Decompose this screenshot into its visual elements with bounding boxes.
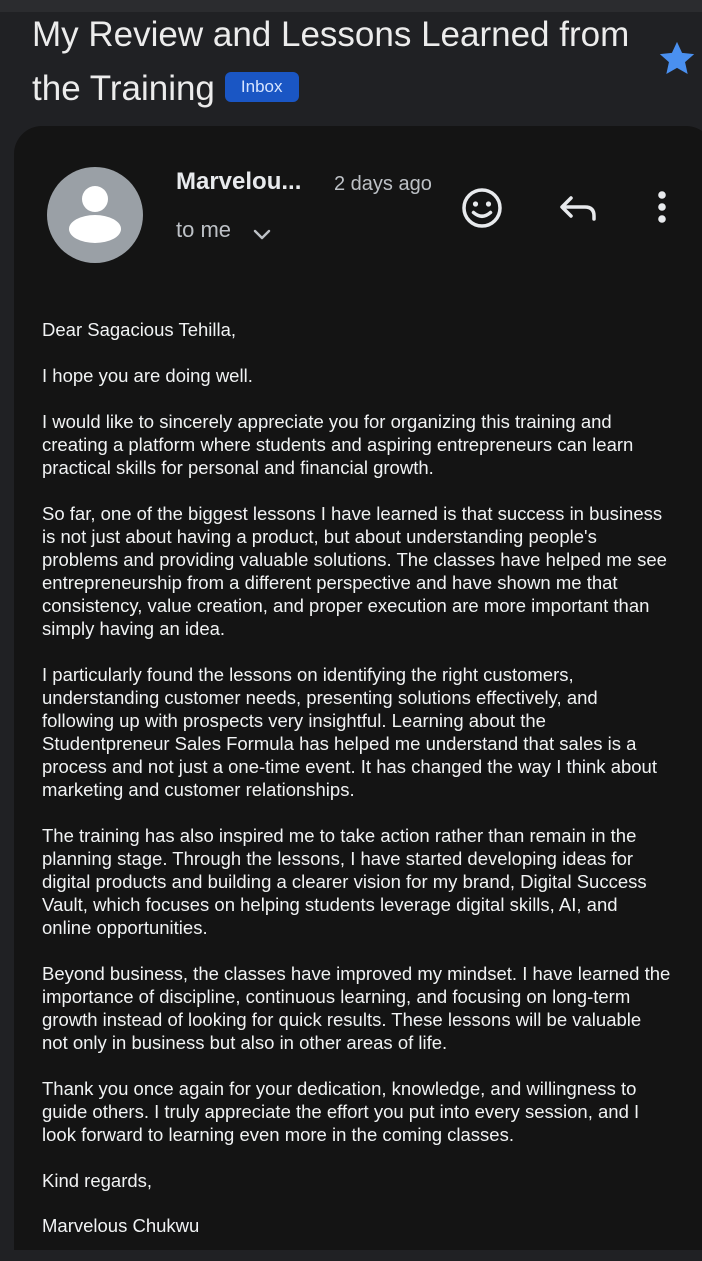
paragraph-4: I particularly found the lessons on identifying the right customers, understanding customer needs, presenting solutions effectively, and following up with prospects very insightful. Learning about the Studentpreneur Sales Formula has helped me understand that sales is a process and not just a one-time event. It has changed the way I think about marketing and customer relationships.	[42, 664, 657, 800]
paragraph-1: I hope you are doing well.	[42, 365, 253, 386]
star-icon[interactable]	[656, 38, 698, 80]
chevron-down-icon[interactable]	[250, 222, 274, 246]
reply-icon[interactable]	[555, 184, 603, 232]
paragraph-7: Thank you once again for your dedication, knowledge, and willingness to guide others. I truly appreciate the effort you put into every session, and I look forward to learning even more in the coming classes.	[42, 1078, 640, 1145]
paragraph-3: So far, one of the biggest lessons I have learned is that success in business is not just about having a product, but about understanding people's problems and providing valuable solutions. The classes have helped me see entrepreneurship from a different perspective and have shown me that consistency, value creation, and proper execution are more important than simply having an idea.	[42, 503, 667, 639]
sender-name[interactable]: Marvelou...	[176, 168, 302, 195]
subject-title: My Review and Lessons Learned from the Training	[32, 15, 630, 108]
message-body	[42, 318, 672, 1260]
smiley-icon[interactable]	[458, 184, 506, 232]
closing: Kind regards,	[42, 1170, 153, 1191]
email-subject	[32, 8, 632, 116]
person-icon	[47, 167, 143, 263]
paragraph-6: Beyond business, the classes have improved my mindset. I have learned the importance of discipline, continuous learning, and focusing on long-term growth instead of looking for quick results. These lessons will be valuable not only in business but also in other areas of life.	[42, 963, 671, 1053]
message-time: 2 days ago	[334, 173, 432, 195]
recipient-label[interactable]: to me	[176, 217, 232, 242]
more-vert-icon[interactable]	[638, 184, 686, 232]
inbox-label-badge[interactable]: Inbox	[225, 72, 299, 102]
greeting: Dear Sagacious Tehilla,	[42, 319, 237, 340]
signature: Marvelous Chukwu	[42, 1215, 200, 1236]
paragraph-2: I would like to sincerely appreciate you for organizing this training and creating a platform where students and aspiring entrepreneurs can learn practical skills for personal and financial growth.	[42, 411, 634, 478]
paragraph-5: The training has also inspired me to take action rather than remain in the planning stage. Through the lessons, I have started developing ideas for digital products and building a clearer vision for my brand, Digital Success Vault, which focuses on helping students leverage digital skills, AI, and online opportunities.	[42, 825, 647, 938]
sender-avatar[interactable]	[47, 167, 143, 263]
